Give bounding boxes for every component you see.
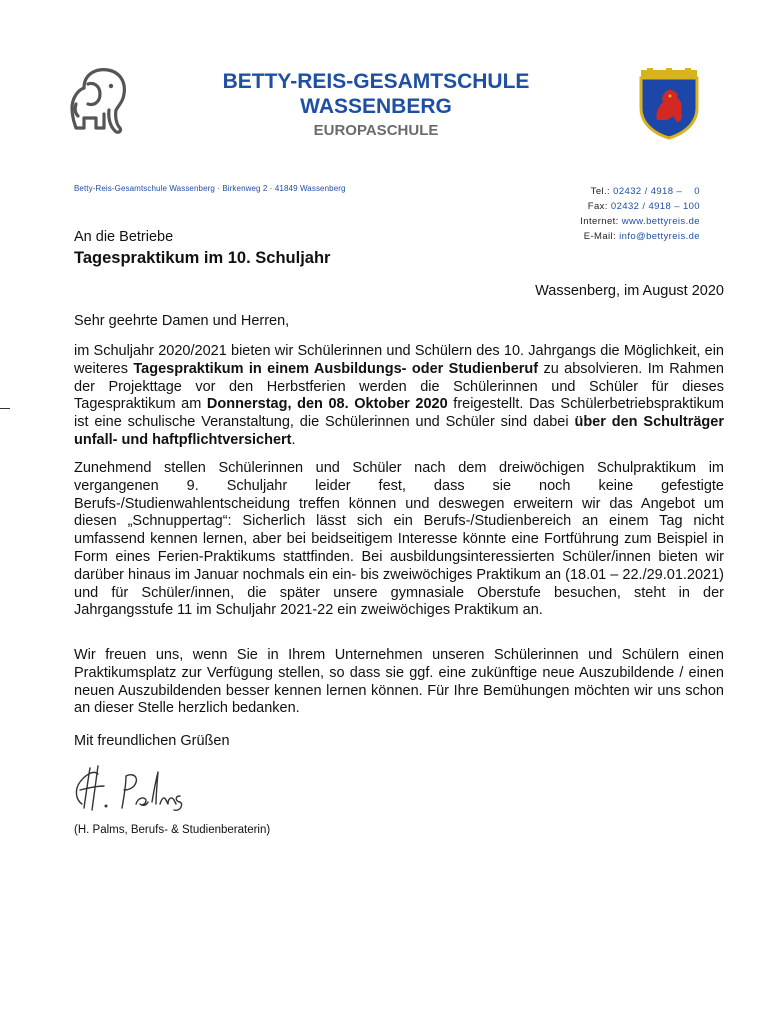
email-link[interactable]: info@bettyreis.de <box>619 231 700 242</box>
paragraph-2: Zunehmend stellen Schülerinnen und Schüler nach dem dreiwöchigen Schulpraktikum im vergangenen 9. Schuljahr leider fest, dass sie noch keine gefestigte Berufs-/Studienwahlentscheidung treffen können und deswegen erweitern wir das Angebot um diesen „Schnuppertag“: Sicherlich lässt sich ein Berufs-/Studienbereich an einem Tag nicht umfassend kennen lernen, aber bei beidseitigem Interesse könnte eine Fortführung zum Beispiel in Form eines Ferien-Praktikums stattfinden. Bei ausbildungsinteressierten Schüler/innen bieten wir darüber hinaus im Januar nochmals ein ein- bis zweiwöchiges Praktikum an (18.01 – 22./29.01.2021) und für Schüler/innen, die später unsere gymnasiale Oberstufe besuchen, steht in der Jahrgangsstufe 11 im Schuljahr 2021-22 ein zweiwöchiges Praktikum an. <box>74 460 724 619</box>
lion-crest-icon <box>637 68 701 140</box>
p1-bold-3: über den Schulträger unfall- und haftpflichtversichert <box>74 414 724 448</box>
internet-label: Internet: <box>580 216 619 227</box>
p1-bold-1: Tagespraktikum in einem Ausbildungs- oder Studienberuf <box>133 360 539 377</box>
school-name-line1: BETTY-REIS-GESAMTSCHULE <box>222 70 530 93</box>
greeting: Sehr geehrte Damen und Herren, <box>74 313 290 329</box>
contact-email <box>580 229 700 244</box>
elephant-icon <box>66 64 132 140</box>
p1-text-4: . <box>291 431 296 448</box>
sender-address-line: Betty-Reis-Gesamtschule Wassenberg · Birkenweg 2 · 41849 Wassenberg <box>74 184 346 193</box>
school-name-line2: WASSENBERG <box>300 95 452 118</box>
signature <box>68 760 188 816</box>
fax-label: Fax: <box>587 201 608 212</box>
p1-text-1: im Schuljahr 2020/2021 bieten wir Schülerinnen und Schülern des 10. Jahrgangs die Möglichkeit, ein weiteres <box>74 343 724 377</box>
tel-label: Tel.: <box>590 186 611 197</box>
place-date: Wassenberg, im August 2020 <box>535 283 724 299</box>
tel-value: 02432 / 4918 – 0 <box>613 186 700 197</box>
closing: Mit freundlichen Grüßen <box>74 733 230 749</box>
signer-name: (H. Palms, Berufs- & Studienberaterin) <box>74 824 271 836</box>
paragraph-1 <box>74 343 724 450</box>
fax-value: 02432 / 4918 – 100 <box>610 201 700 212</box>
recipient: An die Betriebe <box>74 229 174 245</box>
paragraph-3: Wir freuen uns, wenn Sie in Ihrem Unternehmen unseren Schülerinnen und Schülern einen Praktikumsplatz zur Verfügung stellen, so dass sie ggf. eine zukünftige neue Auszubildende / einen neuen Auszubildenden besser kennen lernen können. Für Ihre Bemühungen möchten wir uns schon an dieser Stelle herzlich bedanken. <box>74 647 724 717</box>
email-label: E-Mail: <box>583 231 617 242</box>
contact-fax <box>580 199 700 214</box>
subject-line: Tagespraktikum im 10. Schuljahr <box>74 249 331 267</box>
p1-text-3: freigestellt. Das Schülerbetriebspraktikum ist eine schulische Veranstaltung, die Schülerinnen und Schüler sind dabei <box>74 396 724 431</box>
p1-text-2: zu absolvieren. Im Rahmen der Projekttage vor den Herbstferien werden die Schülerinnen und Schüler für dieses Tagespraktikum am <box>74 360 724 413</box>
school-subtitle: EUROPASCHULE <box>313 122 439 139</box>
internet-link[interactable]: www.bettyreis.de <box>621 216 700 227</box>
contact-internet <box>580 214 700 229</box>
contact-tel <box>580 184 700 199</box>
p1-bold-2: Donnerstag, den 08. Oktober 2020 <box>206 396 448 413</box>
contact-block <box>580 184 700 244</box>
fold-mark <box>0 408 10 409</box>
